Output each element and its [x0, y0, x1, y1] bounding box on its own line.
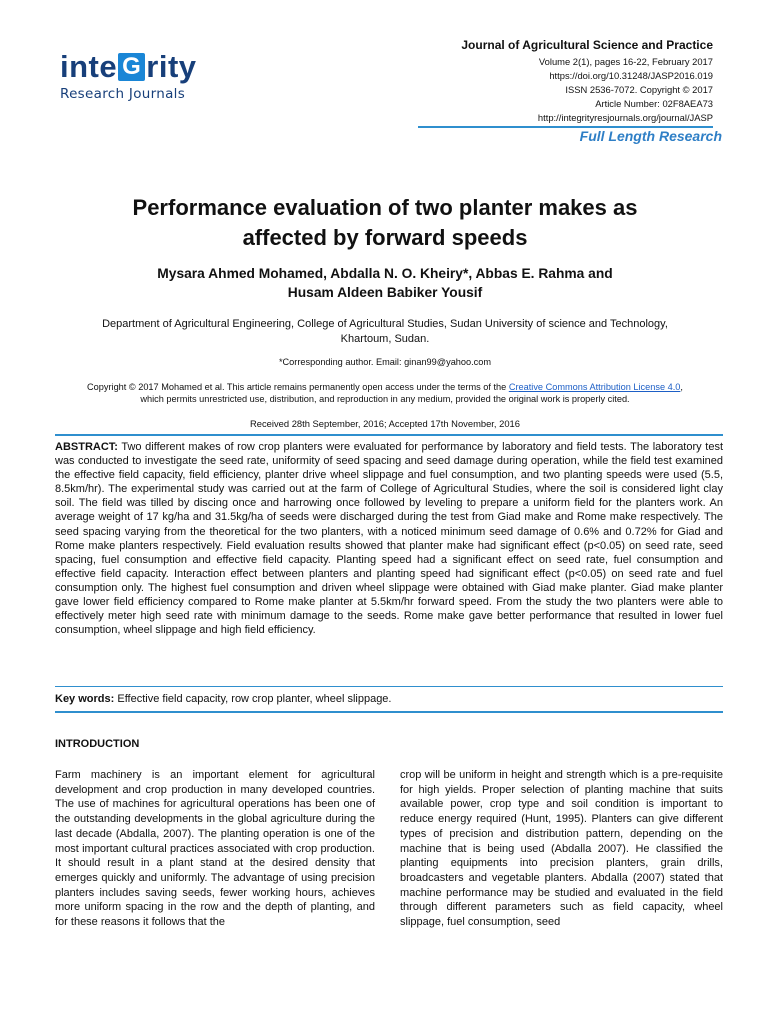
journal-doi-link[interactable]: https://doi.org/10.31248/JASP2016.019: [549, 70, 713, 81]
license-link[interactable]: Creative Commons Attribution License 4.0: [508, 382, 681, 392]
logo-g-mark: G: [118, 53, 145, 81]
article-type: Full Length Research: [579, 128, 722, 144]
title-line: affected by forward speeds: [242, 225, 528, 250]
logo-subtitle: Research Journals: [60, 86, 186, 102]
journal-issn: ISSN 2536-7072. Copyright © 2017: [565, 84, 713, 95]
keywords-label: Key words:: [55, 693, 115, 705]
section-heading-introduction: INTRODUCTION: [55, 738, 140, 750]
body-column-right: crop will be uniform in height and strength which is a pre-requisite for high yields. Proper selection of planting machine that suits available power, crop type and soil condition is important to reduce energy required (Hunt, 1995). Planters can give different types of precision and distribution pattern, depending on the machine that is being used (Abdalla 2007). He classified the planting equipments into precision planters, grain drills, broadcasters and vegetable planters. Abdalla (2007) stated that machine performance may be studied and evaluated in the field through different parameters such as field capacity, wheel slippage, fuel consumption, seed: [400, 769, 723, 929]
keywords-bottom-rule: [55, 711, 723, 713]
affiliation: [55, 317, 715, 347]
journal-volume: Volume 2(1), pages 16-22, February 2017: [538, 56, 713, 67]
corresponding-author: *Corresponding author. Email: ginan99@yahoo.com: [278, 357, 492, 367]
publisher-logo: [60, 50, 230, 102]
copyright-notice: Copyright © 2017 Mohamed et al. This article remains permanently open access under the terms of the Creative Commons Attribution License 4.0, which permits unrestricted use, distribution, and reproduction in any medium, provided the original work is properly cited.: [87, 382, 683, 404]
journal-article-number: Article Number: 02F8AEA73: [595, 98, 713, 109]
body-column-left: Farm machinery is an important element for agricultural development and crop production in many developed countries. The use of machines for agricultural operations has been one of the outstanding developments in the global agriculture during the last decade (Abdalla, 2007). The planting operation is one of the most important cultural practices associated with crop production. It should result in a plant stand at the desired density that emerges quickly and uniformly. The advantage of using precision planters includes saving seeds, fewer working hours, achieves more uniform spacing in the row and the depth of planting, and for these reasons it follows that the: [55, 769, 375, 929]
keywords-text: Effective field capacity, row crop planter, wheel slippage.: [114, 693, 392, 705]
logo-wordmark: inte G rity: [60, 49, 197, 84]
journal-info: [313, 38, 713, 125]
abstract: [55, 440, 723, 637]
abstract-text: Two different makes of row crop planters were evaluated for performance by laboratory and field tests. The laboratory test was conducted to investigate the seed rate, uniformity of seed spacing and seed damage during operation, while the field test examined the effective field capacity, field efficiency, planter drive wheel slippage and fuel consumption, and two planting speeds were used (5.5, 8.5km/hr). The experimental study was carried out at the farm of College of Agricultural Studies, where the soil is considered light clay soil. The field was tilled by discing once and harrowing once followed by leveling to prepare a uniform field for the planters work. An average weight of 17 kg/ha and 31.5kg/ha of seeds were discharged during the test from Giad make and Rome make respectively. The seed spacing varying from the theoretical for the two planters, with a noticed minimum seed damage of 0.6% and 0.72% for Giad and Rome make planters respectively. Field evaluation results showed that planter make had significant effect (p<0.05) on seed rate, seed spacing, fuel consumption and effective field capacity. Planting speed had a significant effect on seed rate, fuel consumption and effective field capacity. Interaction effect between planters and planting speed had significant effect (p<0.05) on seed rate and fuel consumption only. The highest fuel consumption and driven wheel slippage were obtained with Giad make planter. Giad make planter gave lower field efficiency compared to Rome make planter at 5.5km/hr forward speed. From the study the two planters were able to effectively meter high seed rate with minimum damage to the seeds. Rome make gave better performance that resulted in lower fuel consumption, wheel slippage and high field efficiency.: [55, 441, 723, 637]
journal-url-link[interactable]: http://integrityresjournals.org/journal/JASP: [537, 112, 713, 123]
title-line: Performance evaluation of two planter makes as: [132, 195, 638, 220]
author-line: Mysara Ahmed Mohamed, Abdalla N. O. Kheiry*, Abbas E. Rahma and: [157, 266, 613, 281]
abstract-label: ABSTRACT:: [55, 441, 118, 453]
journal-name: Journal of Agricultural Science and Practice: [461, 38, 713, 52]
affiliation-line: Department of Agricultural Engineering, College of Agricultural Studies, Sudan University of science and Technology,: [102, 318, 668, 330]
author-line: Husam Aldeen Babiker Yousif: [287, 285, 483, 300]
author-list: [60, 264, 710, 302]
paper-title: [60, 193, 710, 253]
received-dates: Received 28th September, 2016; Accepted 17th November, 2016: [250, 418, 520, 429]
affiliation-line: Khartoum, Sudan.: [340, 333, 430, 345]
abstract-top-rule: [55, 434, 723, 436]
keywords: [55, 693, 723, 705]
keywords-top-rule: [55, 686, 723, 687]
